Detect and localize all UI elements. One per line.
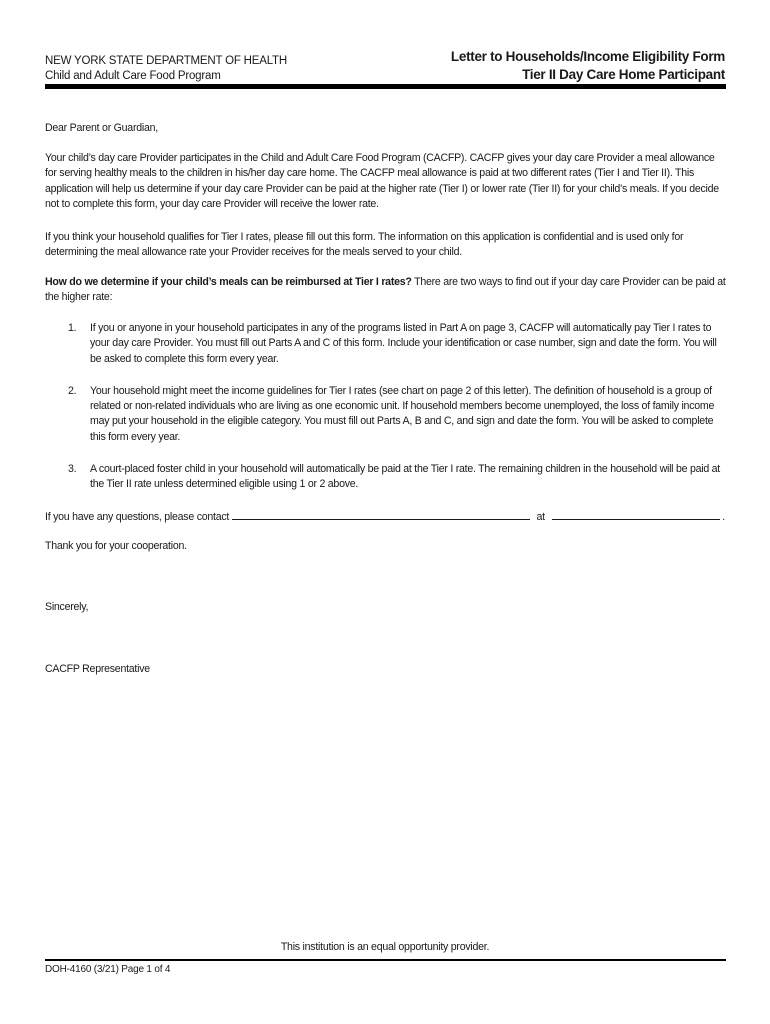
footer-divider: [45, 959, 726, 961]
list-number: 1.: [68, 322, 77, 334]
contact-name-field[interactable]: [232, 508, 530, 520]
form-title: Letter to Households/Income Eligibility Form: [450, 49, 725, 64]
question-rest: There are two ways to find out if your day care Provider can be paid at the higher rate:: [45, 276, 726, 304]
agency-name: NEW YORK STATE DEPARTMENT OF HEALTH: [45, 55, 287, 67]
list-item: [45, 462, 726, 493]
header-title-block: [451, 48, 725, 84]
salutation: Dear Parent or Guardian,: [45, 122, 158, 134]
list-number: 3.: [68, 463, 77, 476]
form-subtitle: Tier II Day Care Home Participant: [522, 67, 725, 82]
equal-opportunity-statement: This institution is an equal opportunity provider.: [280, 941, 490, 953]
thanks-line: Thank you for your cooperation.: [45, 540, 187, 552]
paragraph-intro: Your child’s day care Provider participates in the Child and Adult Care Food Program (CACFP). CACFP gives your day care Provider a meal allowance for serving healthy meals to the children in his/her day care home. The CACFP meal allowance is paid at two different rates (Tier I and Tier II). This application will help us determine if your day care Provider can be paid at the higher rate (Tier I) or lower rate (Tier II) for your child’s meals. If you decide not to complete this form, your day care Provider will receive the lower rate.: [45, 152, 719, 210]
contact-phone-field[interactable]: [552, 508, 720, 520]
list-item: [45, 321, 726, 367]
contact-prefix: If you have any questions, please contact: [45, 511, 230, 523]
header-agency-block: [45, 54, 287, 84]
list-text: If you or anyone in your household participates in any of the programs listed in Part A on page 3, CACFP will automatically pay Tier I rates to your day care Provider. You must fill out Parts A and C of this form. Include your identification or case number, sign and date the form. You will be asked to complete this form every year.: [90, 322, 717, 365]
list-item: [45, 384, 726, 445]
signature-line: CACFP Representative: [45, 663, 150, 675]
question-bold: How do we determine if your child’s meals can be reimbursed at Tier I rates?: [45, 276, 412, 288]
header-divider: [45, 84, 726, 89]
contact-at: at: [536, 511, 545, 523]
list-text: A court-placed foster child in your household will automatically be paid at the Tier I rate. The remaining children in the household will be paid at the Tier II rate unless determined eligible using 1 or 2 above.: [90, 463, 721, 491]
paragraph-question: [45, 275, 726, 306]
list-number: 2.: [68, 384, 77, 397]
contact-end: .: [722, 511, 725, 523]
closing-line: Sincerely,: [45, 601, 89, 613]
eligibility-list: [45, 321, 726, 493]
paragraph-qualify: If you think your household qualifies for Tier I rates, please fill out this form. The information on this application is confidential and is used only for determining the meal allowance rate your Provider receives for the meals served to your child.: [45, 231, 684, 259]
list-text: Your household might meet the income guidelines for Tier I rates (see chart on page 2 of this letter). The definition of household is a group of related or non-related individuals who are living as one economic unit. If household members become unemployed, the loss of family income may put your household in the eligible category. You must fill out Parts A, B and C, and sign and date the form. You will be asked to complete this form every year.: [90, 384, 715, 443]
contact-line: [45, 508, 726, 525]
program-name: Child and Adult Care Food Program: [45, 70, 221, 82]
form-id: DOH-4160 (3/21) Page 1 of 4: [45, 964, 171, 975]
